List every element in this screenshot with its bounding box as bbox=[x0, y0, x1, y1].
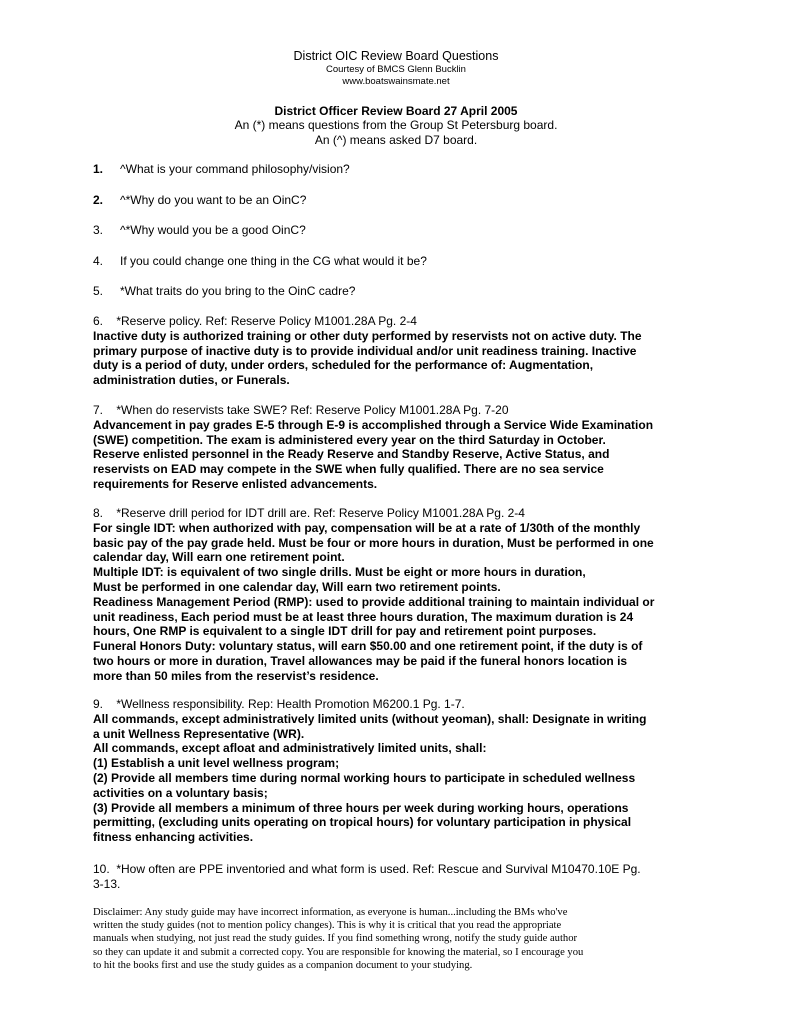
question-number: 2. bbox=[93, 193, 104, 207]
board-title: District Officer Review Board 27 April 2005 bbox=[274, 104, 518, 118]
disclaimer-line: so they can update it and submit a corrected copy. You are responsible for knowing the material, so I encourage you bbox=[93, 946, 584, 958]
question-3 bbox=[93, 223, 752, 238]
question-10-text-continued: 3-13. bbox=[93, 876, 121, 891]
disclaimer-line: written the study guides (not to mention policy changes). This is why it is critical that you read the appropriate bbox=[93, 920, 562, 932]
disclaimer-line: manuals when studying, not just read the study guides. If you find something wrong, notify the study guide author bbox=[93, 933, 578, 945]
answer-line: Multiple IDT: is equivalent of two single drills. Must be eight or more hours in duration, bbox=[93, 565, 586, 580]
disclaimer-line: Disclaimer: Any study guide may have incorrect information, as everyone is human...including the BMs who've bbox=[93, 907, 568, 918]
question-8-text: 8. *Reserve drill period for IDT drill are. Ref: Reserve Policy M1001.28A Pg. 2-4 bbox=[93, 506, 525, 520]
answer-line: (2) Provide all members time during normal working hours to participate in scheduled wellness bbox=[93, 770, 636, 785]
question-number: 3. bbox=[93, 223, 104, 237]
question-text: If you could change one thing in the CG what would it be? bbox=[120, 254, 427, 268]
answer-line: Reserve enlisted personnel in the Ready Reserve and Standby Reserve, Active Status, and bbox=[93, 447, 610, 462]
answer-line: For single IDT: when authorized with pay, compensation will be at a rate of 1/30th of the monthly bbox=[93, 520, 641, 535]
question-10-block bbox=[93, 862, 703, 892]
answer-line: basic pay of the pay grade held. Must be four or more hours in duration, Must be performed in one bbox=[93, 535, 654, 550]
question-9-text: 9. *Wellness responsibility. Rep: Health Promotion M6200.1 Pg. 1-7. bbox=[93, 697, 465, 711]
answer-line: hours, One RMP is equivalent to a single IDT drill for pay and retirement point purposes. bbox=[93, 624, 597, 639]
question-text: ^What is your command philosophy/vision? bbox=[120, 162, 350, 176]
question-text: ^*Why do you want to be an OinC? bbox=[120, 193, 307, 207]
answer-line: Readiness Management Period (RMP): used to provide additional training to maintain individual or bbox=[93, 594, 655, 609]
question-6-text: 6. *Reserve policy. Ref: Reserve Policy M1001.28A Pg. 2-4 bbox=[93, 314, 417, 328]
courtesy-line: Courtesy of BMCS Glenn Bucklin bbox=[326, 64, 466, 75]
answer-line: a unit Wellness Representative (WR). bbox=[93, 726, 305, 741]
question-7-text: 7. *When do reservists take SWE? Ref: Reserve Policy M1001.28A Pg. 7-20 bbox=[93, 403, 509, 417]
disclaimer bbox=[93, 906, 703, 972]
answer-line: (3) Provide all members a minimum of three hours per week during working hours, operations bbox=[93, 800, 629, 815]
document-title: District OIC Review Board Questions bbox=[293, 49, 499, 63]
answer-line: calendar day, Will earn one retirement point. bbox=[93, 550, 345, 565]
answer-line: administration duties, or Funerals. bbox=[93, 373, 290, 388]
legend-note-caret: An (^) means asked D7 board. bbox=[314, 133, 478, 147]
question-2 bbox=[93, 193, 752, 208]
question-1 bbox=[93, 162, 752, 177]
website-link: www.boatswainsmate.net bbox=[342, 76, 450, 87]
question-text: ^*Why would you be a good OinC? bbox=[120, 223, 306, 237]
question-text: *What traits do you bring to the OinC cadre? bbox=[120, 284, 356, 298]
question-5 bbox=[93, 284, 752, 299]
question-number: 4. bbox=[93, 254, 104, 268]
answer-line: All commands, except afloat and administratively limited units, shall: bbox=[93, 741, 487, 756]
answer-line: (SWE) competition. The exam is administered every year on the third Saturday in October. bbox=[93, 432, 606, 447]
legend-note-asterisk: An (*) means questions from the Group St Petersburg board. bbox=[234, 118, 558, 132]
disclaimer-line: to hit the books first and use the study guides as a companion document to your studying. bbox=[93, 959, 473, 971]
answer-line: fitness enhancing activities. bbox=[93, 830, 254, 845]
answer-line: two hours or more in duration, Travel allowances may be paid if the funeral honors location is bbox=[93, 653, 628, 668]
answer-line: Inactive duty is authorized training or other duty performed by reservists not on active duty. The bbox=[93, 328, 642, 343]
answer-line: All commands, except administratively limited units (without yeoman), shall: Designate in writing bbox=[93, 711, 647, 726]
question-number: 5. bbox=[93, 284, 104, 298]
question-10-text: 10. *How often are PPE inventoried and what form is used. Ref: Rescue and Survival M10470.10E Pg. bbox=[93, 862, 641, 876]
answer-line: (1) Establish a unit level wellness program; bbox=[93, 756, 340, 771]
question-9-block bbox=[93, 697, 713, 845]
question-number: 1. bbox=[93, 162, 104, 176]
answer-line: activities on a voluntary basis; bbox=[93, 785, 268, 800]
answer-line: Funeral Honors Duty: voluntary status, will earn $50.00 and one retirement point, if the duty is of bbox=[93, 639, 643, 654]
answer-line: more than 50 miles from the reservist’s residence. bbox=[93, 668, 379, 683]
question-6-block bbox=[93, 314, 713, 388]
answer-line: primary purpose of inactive duty is to provide individual and/or unit readiness training. Inactive bbox=[93, 343, 637, 358]
answer-line: Must be performed in one calendar day, Will earn two retirement points. bbox=[93, 579, 501, 594]
question-4 bbox=[93, 254, 752, 269]
answer-line: Advancement in pay grades E-5 through E-9 is accomplished through a Service Wide Examination bbox=[93, 417, 654, 432]
answer-line: requirements for Reserve enlisted advancements. bbox=[93, 476, 378, 491]
answer-line: reservists on EAD may compete in the SWE when fully qualified. There are no sea service bbox=[93, 462, 604, 477]
answer-line: duty is a period of duty, under orders, scheduled for the performance of: Augmentation, bbox=[93, 358, 594, 373]
answer-line: unit readiness, Each period must be at least three hours duration, The maximum duration is 24 bbox=[93, 609, 634, 624]
question-7-block bbox=[93, 403, 713, 492]
question-8-block bbox=[93, 506, 713, 684]
answer-line: permitting, (excluding units operating on tropical hours) for voluntary participation in physical bbox=[93, 815, 632, 830]
